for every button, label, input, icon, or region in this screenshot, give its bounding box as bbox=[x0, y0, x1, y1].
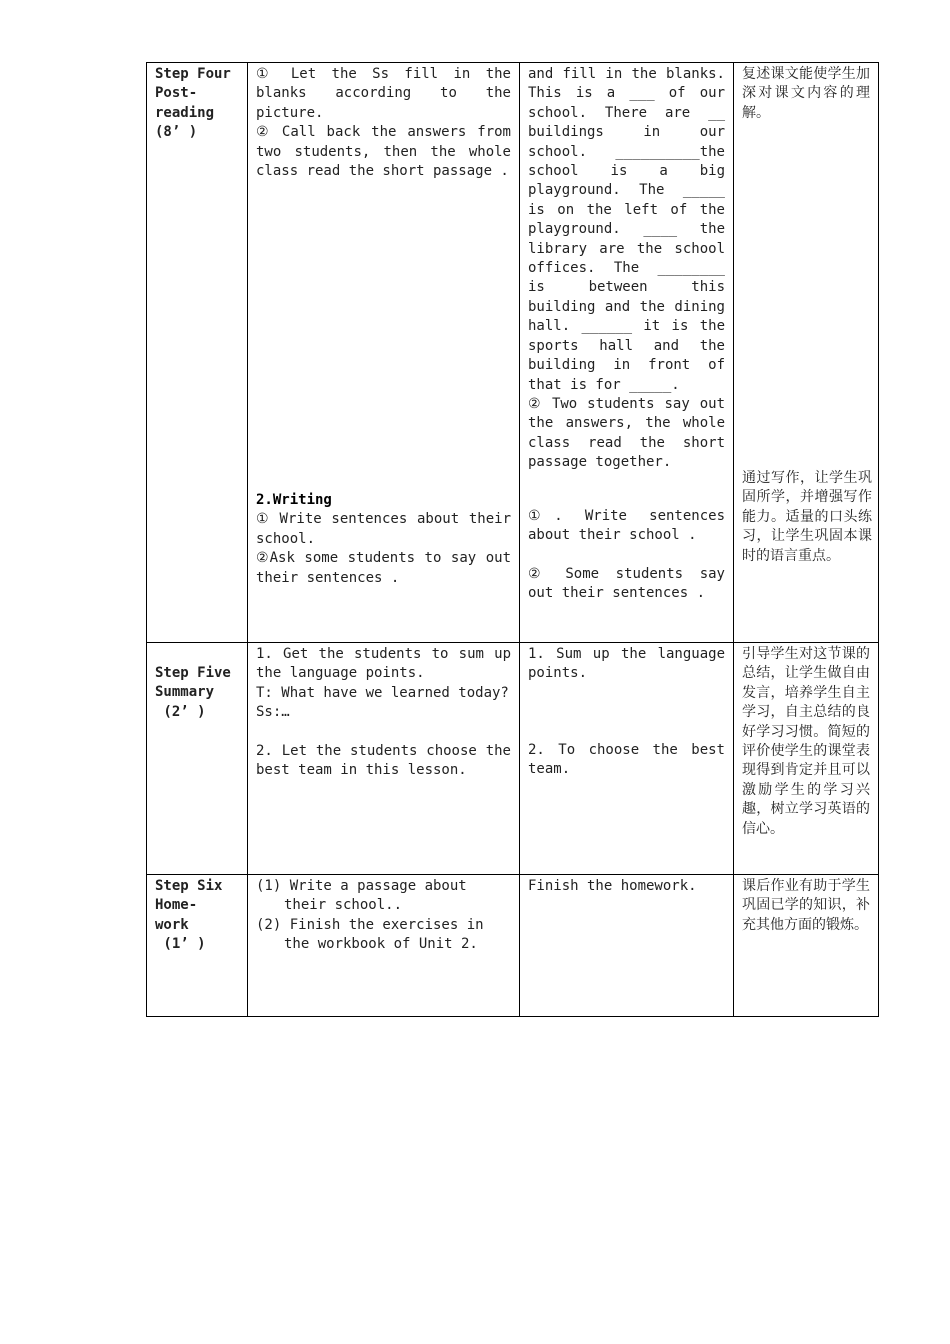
student-activity-cell bbox=[520, 63, 734, 643]
activity-text: T: What have we learned today? bbox=[256, 684, 509, 701]
activity-text: 2. To choose the best team. bbox=[528, 741, 725, 778]
step-label-cell bbox=[147, 643, 248, 875]
activity-text: Ss:… bbox=[256, 704, 290, 721]
section-heading: 2.Writing bbox=[256, 492, 332, 508]
activity-text: 1. Get the students to sum up the language points. bbox=[256, 646, 511, 682]
activity-text: (1) Write a passage about their school.. bbox=[256, 878, 467, 914]
purpose-cell bbox=[734, 643, 879, 875]
purpose-text: 复述课文能使学生加深对课文内容的理解。 bbox=[742, 66, 870, 121]
activity-text: ① Let the Ss fill in the blanks according to the picture. bbox=[256, 66, 511, 121]
step-name: Post- bbox=[155, 85, 198, 102]
purpose-cell bbox=[734, 875, 879, 1017]
step-name: reading bbox=[155, 104, 215, 121]
table-row bbox=[147, 875, 879, 1017]
activity-text: ② Some students say out their sentences . bbox=[528, 565, 725, 602]
step-label-cell bbox=[147, 875, 248, 1017]
table-row bbox=[147, 643, 879, 875]
purpose-text: 引导学生对这节课的总结，让学生做自由发言，培养学生自主学习，自主总结的良好学习习惯。简短的评价使学生的课堂表现得到肯定并且可以激励学生的学习兴趣，树立学习英语的信心。 bbox=[742, 646, 870, 837]
purpose-cell bbox=[734, 63, 879, 643]
student-activity-cell bbox=[520, 875, 734, 1017]
activity-text: ② Call back the answers from two students, then the whole class read the short passage . bbox=[256, 124, 511, 180]
step-name: Step Four bbox=[155, 66, 231, 82]
activity-text: ②Ask some students to say out their sentences . bbox=[256, 550, 511, 586]
step-time: (2’ ) bbox=[155, 703, 206, 720]
student-activity-cell bbox=[520, 643, 734, 875]
table-row bbox=[147, 63, 879, 643]
purpose-text: 课后作业有助于学生巩固已学的知识，补充其他方面的锻炼。 bbox=[742, 878, 870, 933]
step-name: Step Six bbox=[155, 878, 223, 894]
activity-text: ①. Write sentences about their school . bbox=[528, 508, 725, 544]
step-name: Step Five bbox=[155, 665, 231, 681]
activity-text: Finish the homework. bbox=[528, 878, 697, 894]
teacher-activity-cell bbox=[248, 643, 520, 875]
activity-text: ① Write sentences about their school. bbox=[256, 511, 511, 547]
purpose-text: 通过写作，让学生巩固所学，并增强写作能力。适量的口头练习，让学生巩固本课时的语言重点。 bbox=[742, 470, 872, 564]
teacher-activity-cell bbox=[248, 875, 520, 1017]
activity-text: (2) Finish the exercises in the workbook of Unit 2. bbox=[256, 916, 484, 953]
activity-text: 2. Let the students choose the best team in this lesson. bbox=[256, 742, 511, 779]
teacher-activity-cell bbox=[248, 63, 520, 643]
activity-text: 1. Sum up the language points. bbox=[528, 646, 725, 682]
step-time: (8’ ) bbox=[155, 124, 198, 141]
activity-text: ② Two students say out the answers, the whole class read the short passage together. bbox=[528, 395, 725, 471]
step-name: Home- bbox=[155, 897, 198, 914]
step-name: Summary bbox=[155, 684, 215, 701]
lesson-plan-table bbox=[146, 62, 879, 1017]
step-name: work bbox=[155, 916, 189, 933]
step-label-cell bbox=[147, 63, 248, 643]
step-time: (1’ ) bbox=[155, 936, 206, 953]
activity-text: and fill in the blanks. This is a ___ of our school. There are __ buildings in our school. __________the school is a big playground. The _____ is on the left of the playground. ____ the library are the school offices. The ________ is between this building and the dining hall. ______ it is the sports hall and the building in front of that is for _____. bbox=[528, 66, 725, 393]
